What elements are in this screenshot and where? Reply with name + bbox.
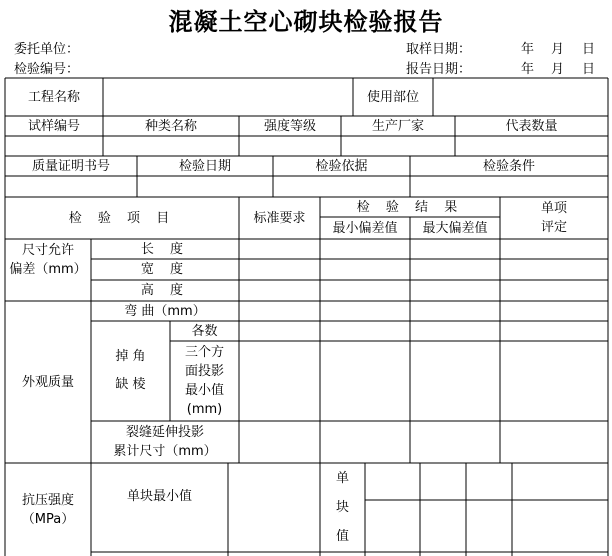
projection-line-1: 三个方 [184, 345, 224, 360]
max-deviation-header: 最大偏差值 [422, 220, 488, 236]
test-date-label: 检验日期 [178, 158, 231, 174]
represented-quantity-label: 代表数量 [505, 118, 558, 134]
min-deviation-header: 最小偏差值 [332, 220, 398, 236]
sampling-date-label: 取样日期： [406, 42, 472, 57]
sampling-day: 日 [582, 42, 596, 57]
quality-certificate-label: 质量证明书号 [31, 158, 110, 174]
single-item-line-2: 评定 [540, 220, 567, 235]
type-name-label: 种类名称 [144, 118, 197, 134]
block-value-char-1: 单 [335, 471, 349, 486]
report-date-label: 报告日期： [406, 62, 472, 77]
single-item-line-1: 单项 [540, 201, 567, 216]
sample-number-label: 检验编号： [14, 62, 80, 77]
manufacturer-label: 生产厂家 [371, 118, 424, 134]
projection-line-3: 最小值 [184, 383, 224, 398]
standard-requirement-header: 标准要求 [253, 210, 306, 226]
bending-label: 弯 曲（mm） [124, 303, 206, 319]
block-minimum-label: 单块最小值 [126, 488, 192, 504]
dimension-tolerance-label [5, 239, 91, 281]
block-value-char-3: 值 [335, 529, 349, 544]
test-item-header: 检 验 项 目 [68, 210, 176, 226]
report-year: 年 [521, 62, 535, 77]
projection-line-2: 面投影 [184, 364, 224, 379]
report-title: 混凝土空心砌块检验报告 [168, 7, 444, 36]
test-result-header: 检 验 结 果 [356, 199, 464, 215]
appearance-quality-label: 外观质量 [21, 374, 74, 390]
report-day: 日 [582, 62, 596, 77]
dimension-tolerance-line-1: 尺寸允许 [21, 243, 74, 258]
compressive-strength-label [5, 463, 91, 556]
sampling-month: 月 [551, 42, 565, 57]
crack-projection-label [91, 421, 239, 463]
count-label: 各数 [191, 323, 218, 339]
report-month: 月 [551, 62, 565, 77]
strength-grade-label: 强度等级 [263, 118, 316, 134]
single-item-evaluation-header [500, 197, 608, 239]
width-label: 宽 度 [140, 262, 190, 277]
client-unit-label: 委托单位： [14, 42, 80, 57]
sampling-year: 年 [521, 42, 535, 57]
test-conditions-label: 检验条件 [482, 158, 535, 174]
compressive-strength-line-1: 抗压强度 [21, 492, 74, 508]
compressive-strength-line-2: （MPa） [21, 511, 75, 527]
three-face-projection-label [170, 341, 239, 421]
block-value-label [320, 463, 365, 552]
missing-corner-line: 掉 角 [115, 349, 146, 364]
dimension-tolerance-line-2: 偏差（mm） [9, 262, 87, 277]
missing-corner-edge-label [91, 321, 170, 421]
height-label: 高 度 [140, 283, 190, 298]
length-label: 长 度 [140, 241, 190, 257]
project-name-label: 工程名称 [27, 89, 80, 105]
specimen-number-label: 试样编号 [27, 118, 80, 134]
use-location-label: 使用部位 [366, 89, 419, 105]
block-value-char-2: 块 [335, 500, 349, 515]
missing-edge-line: 缺 棱 [115, 377, 146, 392]
test-basis-label: 检验依据 [315, 158, 368, 174]
crack-line-1: 裂缝延伸投影 [125, 425, 204, 440]
crack-line-2: 累计尺寸（mm） [113, 444, 217, 459]
projection-line-4: (mm) [186, 402, 223, 417]
